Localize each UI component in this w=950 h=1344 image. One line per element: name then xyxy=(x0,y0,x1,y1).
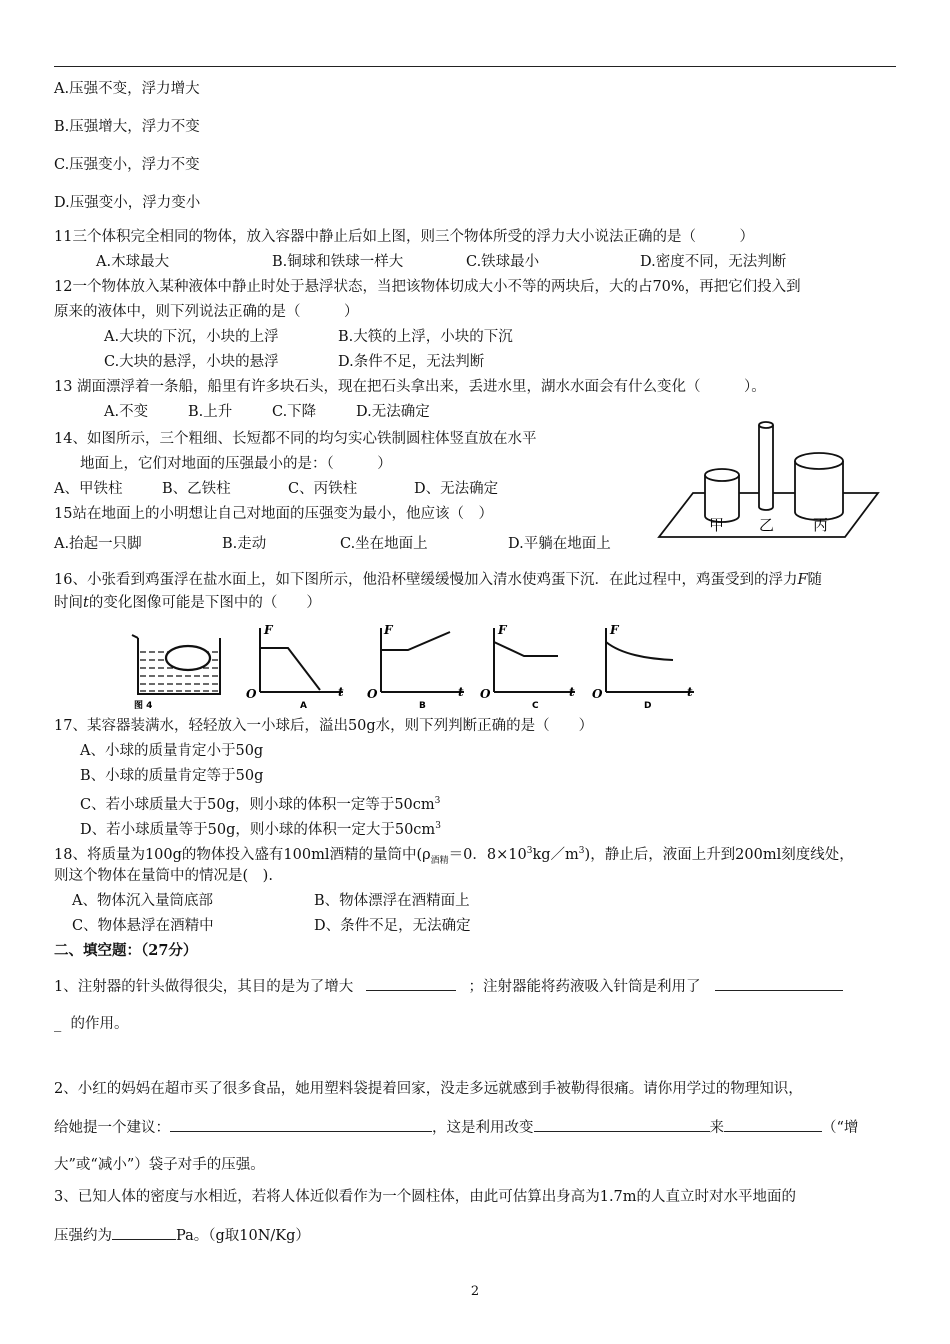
q18-option-c: C、物体悬浮在酒精中 xyxy=(72,918,214,934)
graph-b-axis-f: F xyxy=(384,623,393,637)
fill-q3-line2: 压强约为 Pa。（g取10N/Kg） xyxy=(54,1225,310,1246)
q11-option-d: D.密度不同，无法判断 xyxy=(640,254,787,270)
q14-stem-line2: 地面上，它们对地面的压强最小的是：（ ） xyxy=(80,456,392,472)
q12-option-b: B.大筷的上浮，小块的下沉 xyxy=(338,329,513,345)
graph-d-label: D xyxy=(644,701,652,710)
q12-stem-line2: 原来的液体中，则下列说法正确的是（ ） xyxy=(54,304,359,320)
fill-q2-line3: 大”或“减小”）袋子对手的压强。 xyxy=(54,1157,265,1173)
q11-stem: 11三个体积完全相同的物体，放入容器中静止后如上图，则三个物体所受的浮力大小说法正确的是（ ） xyxy=(54,229,754,245)
q18-option-d: D、条件不足，无法确定 xyxy=(314,918,471,934)
q13-option-d: D.无法确定 xyxy=(356,404,430,420)
q14-option-c: C、丙铁柱 xyxy=(288,481,358,497)
figure-label-jia: 甲 xyxy=(709,516,725,534)
q11-option-a: A.木球最大 xyxy=(96,254,170,270)
graph-b-axis-t: t xyxy=(458,685,464,699)
section-2-title: 二、填空题：（27分） xyxy=(54,942,198,959)
q13-stem: 13 湖面漂浮着一条船，船里有许多块石头，现在把石头拿出来，丢进水里，湖水水面会有什么变化（ ）。 xyxy=(54,379,766,395)
q17-stem: 17、某容器装满水，轻轻放入一小球后，溢出50g水，则下列判断正确的是（ ） xyxy=(54,718,594,734)
q17-option-b: B、小球的质量肯定等于50g xyxy=(80,768,264,784)
q17-option-c: C、若小球质量大于50g，则小球的体积一定等于$50cm^3$ xyxy=(80,796,441,813)
q14-option-a: A、甲铁柱 xyxy=(54,481,123,497)
q12-option-c: C.大块的悬浮，小块的悬浮 xyxy=(104,354,279,370)
graph-d-origin: O xyxy=(592,687,603,701)
header-rule xyxy=(54,66,896,67)
graph-b-label: B xyxy=(419,701,426,710)
fig4-caption: 图 4 xyxy=(134,701,153,710)
q10-option-d: D.压强变小，浮力变小 xyxy=(54,195,201,211)
q12-option-a: A.大块的下沉，小块的上浮 xyxy=(104,329,279,345)
graph-c-label: C xyxy=(532,701,539,710)
q16-figure xyxy=(128,620,698,710)
q18-option-a: A、物体沉入量筒底部 xyxy=(72,893,213,909)
fill-q1-line1: 1、注射器的针头做得很尖，其目的是为了增大 ；注射器能将药液吸入针筒是利用了 xyxy=(54,976,843,997)
q13-option-b: B.上升 xyxy=(188,404,233,420)
q10-option-b: B.压强增大，浮力不变 xyxy=(54,119,200,135)
graph-a-axis-t: t xyxy=(338,685,344,699)
graph-c xyxy=(494,628,575,692)
graph-b-origin: O xyxy=(367,687,378,701)
q14-option-d: D、无法确定 xyxy=(414,481,499,497)
q12-stem-line1: 12一个物体放入某种液体中静止时处于悬浮状态，当把该物体切成大小不等的两块后，大的占70%，再把它们投入到 xyxy=(54,279,801,295)
fill-q2-line1: 2、小红的妈妈在超市买了很多食品，她用塑料袋提着回家，没走多远就感到手被勒得很痛。请你用学过的物理知识， xyxy=(54,1081,803,1097)
fill-q1-line2: _ 的作用。 xyxy=(54,1016,129,1032)
graph-d-axis-t: t xyxy=(687,685,693,699)
q16-stem-line1: 16、小张看到鸡蛋浮在盐水面上，如下图所示，他沿杯壁缓缓慢加入清水使鸡蛋下沉．在此过程中，鸡蛋受到的浮力F随 xyxy=(54,572,823,588)
q14-option-b: B、乙铁柱 xyxy=(162,481,231,497)
fill-q2-blank-2[interactable] xyxy=(534,1117,710,1132)
graph-a-label: A xyxy=(300,701,307,710)
q17-option-a: A、小球的质量肯定小于50g xyxy=(80,743,264,759)
fill-q2-blank-1[interactable] xyxy=(170,1117,432,1132)
q18-option-b: B、物体漂浮在酒精面上 xyxy=(314,893,470,909)
fill-q1-blank-2[interactable] xyxy=(715,976,843,991)
q15-option-c: C.坐在地面上 xyxy=(340,536,428,552)
q11-option-c: C.铁球最小 xyxy=(466,254,540,270)
fill-q3-blank[interactable] xyxy=(112,1225,176,1240)
graph-a-origin: O xyxy=(246,687,257,701)
fill-q2-blank-3[interactable] xyxy=(724,1117,822,1132)
q18-stem-line2: 则这个物体在量筒中的情况是( ). xyxy=(54,868,273,884)
q15-option-a: A.抬起一只脚 xyxy=(54,536,142,552)
graph-c-origin: O xyxy=(480,687,491,701)
q12-option-d: D.条件不足，无法判断 xyxy=(338,354,485,370)
graph-b xyxy=(381,628,464,692)
figure-label-bing: 丙 xyxy=(813,516,829,534)
figure-label-yi: 乙 xyxy=(759,516,775,534)
q15-option-b: B.走动 xyxy=(222,536,267,552)
q14-stem-line1: 14、如图所示，三个粗细、长短都不同的均匀实心铁制圆柱体竖直放在水平 xyxy=(54,431,537,447)
fill-q2-line2: 给她提一个建议： ，这是利用改变 来 （“增 xyxy=(54,1117,858,1138)
graph-a xyxy=(260,628,343,692)
q11-option-b: B.铜球和铁球一样大 xyxy=(272,254,404,270)
q15-option-d: D.平躺在地面上 xyxy=(508,536,611,552)
page-number: 2 xyxy=(470,1284,480,1299)
q13-option-a: A.不变 xyxy=(104,404,149,420)
graph-c-axis-f: F xyxy=(498,623,507,637)
q10-option-c: C.压强变小，浮力不变 xyxy=(54,157,200,173)
q13-option-c: C.下降 xyxy=(272,404,317,420)
fill-q1-blank-1[interactable] xyxy=(366,976,456,991)
q17-option-d: D、若小球质量等于50g，则小球的体积一定大于$50cm^3$ xyxy=(80,821,441,838)
q15-stem: 15站在地面上的小明想让自己对地面的压强变为最小，他应该（ ） xyxy=(54,506,493,522)
q16-stem-line2: 时间t的变化图像可能是下图中的（ ） xyxy=(54,595,321,611)
graph-d xyxy=(606,628,694,692)
q10-option-a: A.压强不变，浮力增大 xyxy=(54,81,200,97)
graph-c-axis-t: t xyxy=(569,685,575,699)
graph-d-axis-f: F xyxy=(610,623,619,637)
fill-q3-line1: 3、已知人体的密度与水相近，若将人体近似看作为一个圆柱体，由此可估算出身高为1.7m的人直立时对水平地面的 xyxy=(54,1189,797,1205)
q14-cylinders-figure xyxy=(655,415,880,540)
q18-stem-line1: 18、将质量为100g的物体投入盛有100ml酒精的量筒中($\rho_{酒精}=0$．$8\times 10^3kg/m^3$)，静止后，液面上升到200ml刻度线处， xyxy=(54,846,854,866)
graph-a-axis-f: F xyxy=(264,623,273,637)
